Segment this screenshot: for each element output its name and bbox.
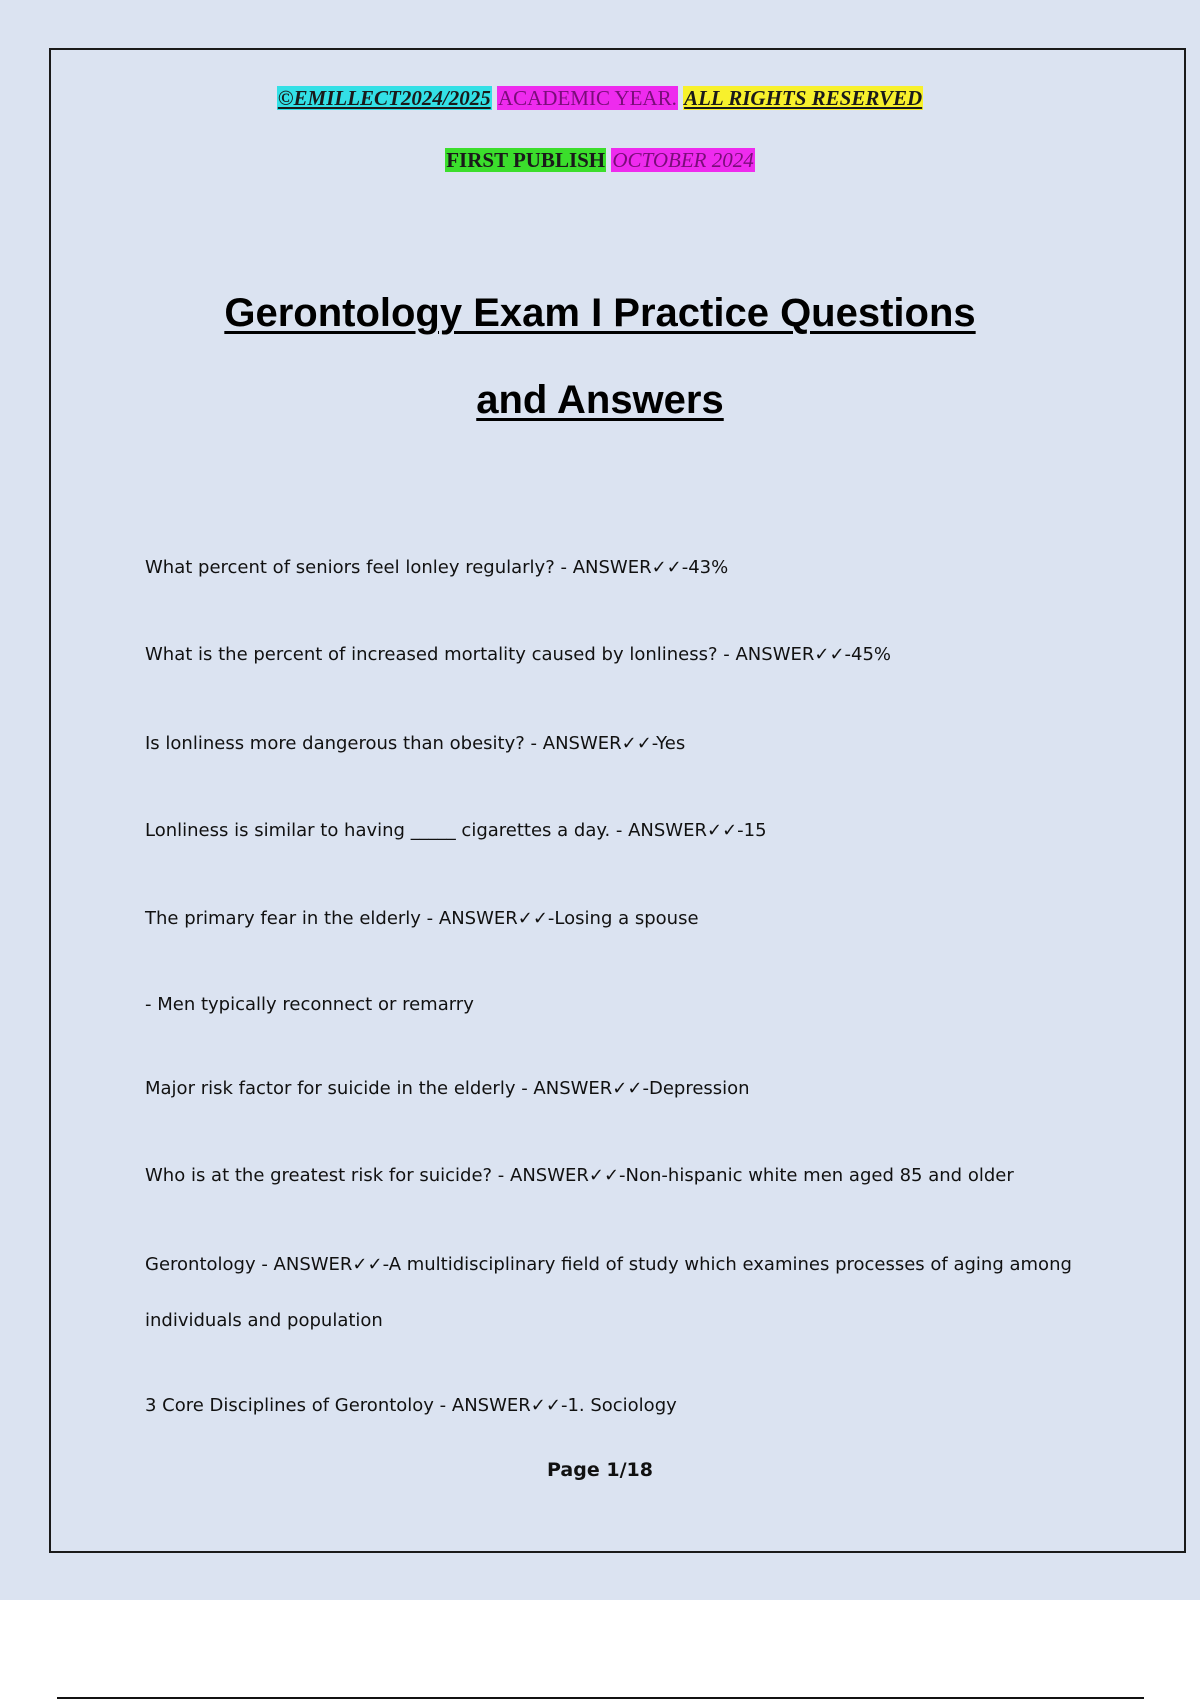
publish-date-label: OCTOBER 2024 [612,148,754,172]
qa-item: Gerontology - ANSWER✓✓-A multidisciplinary field of study which examines processes of aging among individuals and population [145,1254,1072,1331]
header-line-1 [0,86,1200,110]
qa-item: What is the percent of increased mortality caused by lonliness? - ANSWER✓✓-45% [145,644,892,665]
qa-item: The primary fear in the elderly - ANSWER✓✓-Losing a spouse [145,908,699,929]
qa-item: Is lonliness more dangerous than obesity? - ANSWER✓✓-Yes [145,733,686,754]
copyright-label: ©EMILLECT2024/2025 [277,86,491,110]
academic-year-label: ACADEMIC YEAR. [497,86,677,110]
rights-reserved-label: ALL RIGHTS RESERVED [684,86,923,110]
qa-item: - Men typically reconnect or remarry [145,994,474,1015]
qa-item: 3 Core Disciplines of Gerontoloy - ANSWER✓✓-1. Sociology [145,1395,677,1416]
qa-item: What percent of seniors feel lonley regularly? - ANSWER✓✓-43% [145,557,729,578]
qa-item: Major risk factor for suicide in the elderly - ANSWER✓✓-Depression [145,1078,750,1099]
document-title-line-1: Gerontology Exam I Practice Questions [224,291,976,335]
bottom-divider [57,1697,1144,1699]
page-number: Page 1/18 [547,1459,653,1481]
header-line-2 [0,148,1200,172]
document-title-line-2: and Answers [476,378,724,422]
first-publish-label: FIRST PUBLISH [446,148,606,172]
qa-item: Lonliness is similar to having _____ cigarettes a day. - ANSWER✓✓-15 [145,820,767,841]
qa-item: Who is at the greatest risk for suicide? - ANSWER✓✓-Non-hispanic white men aged 85 and older [145,1165,1014,1186]
